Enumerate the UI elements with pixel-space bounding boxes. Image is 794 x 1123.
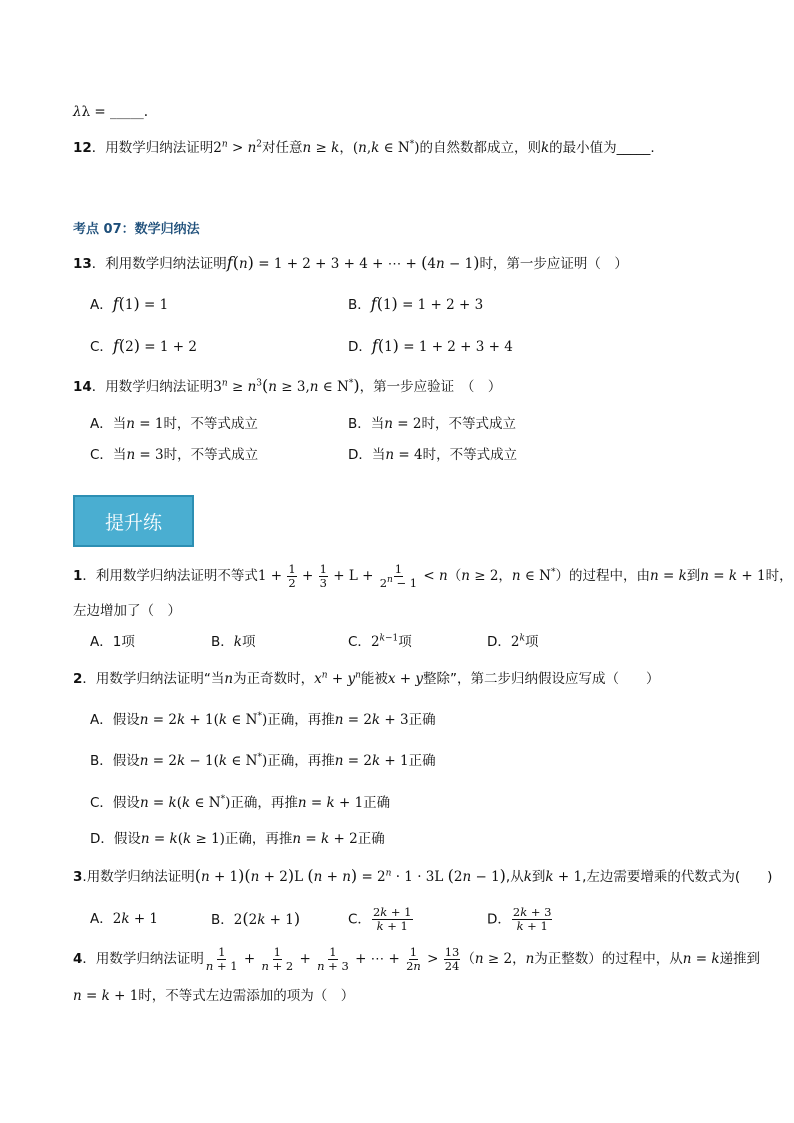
option-d: D．假设n = k(k ≥ 1)正确，再推n = k + 2正确: [90, 831, 385, 847]
section-title-box: [73, 495, 194, 547]
option-c: C．$2^{k-1}$项: [348, 633, 412, 650]
lambda-blank-text: λ = _____.: [81, 104, 149, 120]
problem-2: 2．用数学归纳法证明“当n为正奇数时，$x^n + y^n$能被x + y整除”，第二步归纳假设应写成（ ）: [73, 670, 660, 687]
math-inline: n ≥ k: [302, 140, 340, 156]
option-d: D． $\frac{2k + 3}{k + 1}$: [487, 905, 552, 933]
option-c: C．f(2) = 1 + 2: [90, 336, 197, 355]
option-a: A．2k + 1: [90, 911, 159, 927]
option-b: B．假设n = 2k − 1(k ∈ N*)正确，再推n = 2k + 1正确: [90, 752, 436, 769]
math-inline: 1 + $\frac{1}{2}$ + $\frac{1}{3}$ + L + $\frac{1}{2^n - 1}$ < n: [257, 562, 448, 590]
option-d: D．当n = 4时，不等式成立: [348, 447, 518, 463]
math-inline: (n + 1)(n + 2)L $(n + n) = 2^n \cdot 1 \cdot 3L$ (2n − 1): [194, 866, 506, 885]
problem-1: 1．利用数学归纳法证明不等式1 + $\frac{1}{2}$ + $\frac{1}{3}$ + L + $\frac{1}{2^n - 1}$ < n（n ≥ 2，n ∈ N*）的过程中，由n = k到n = k + 1时，: [73, 562, 793, 590]
question-number: 3: [73, 869, 83, 885]
option-d: D．f(1) = 1 + 2 + 3 + 4: [348, 336, 513, 355]
math-inline: $\frac{1}{n + 1}$ + $\frac{1}{n + 2}$ + $\frac{1}{n + 3}$ + ⋯ + $\frac{1}{2n}$ > $\frac{13}{24}$: [205, 945, 460, 973]
question-13: 13．利用数学归纳法证明f(n) = 1 + 2 + 3 + 4 + ⋯ + (4n − 1)时，第一步应证明（ ）: [73, 253, 628, 272]
option-a: A．假设n = 2k + 1(k ∈ N*)正确，再推n = 2k + 3正确: [90, 711, 436, 728]
lambda-blank-line: λλ = _____.: [73, 104, 149, 120]
question-number: 4: [73, 951, 83, 967]
math-inline: (n,k ∈ N*): [352, 139, 420, 156]
option-b: B．当n = 2时，不等式成立: [348, 416, 516, 432]
option-c: C． $\frac{2k + 1}{k + 1}$: [348, 905, 412, 933]
question-number: 12: [73, 140, 92, 156]
problem-4: 4．用数学归纳法证明 $\frac{1}{n + 1}$ + $\frac{1}{n + 2}$ + $\frac{1}{n + 3}$ + ⋯ + $\frac{1}{2n}$ > $\frac{13}{24}$ （n ≥ 2，n为正整数）的过程中，从n = k递推到: [73, 945, 761, 973]
option-c: C．假设n = k(k ∈ N*)正确，再推n = k + 1正确: [90, 794, 391, 811]
problem-3: 3.用数学归纳法证明(n + 1)(n + 2)L $(n + n) = 2^n \cdot 1 \cdot 3L$ (2n − 1),从k到k + 1,左边需要增乘的代数式为( ): [73, 866, 773, 885]
problem-4-line2: n = k + 1时，不等式左边需添加的项为（ ）: [73, 988, 355, 1004]
question-14: 14．用数学归纳法证明$3^n \ge n^3(n \ge 3,n$ ∈ N*)，第一步应验证 （ ）: [73, 376, 502, 395]
option-c: C．当n = 3时，不等式成立: [90, 447, 259, 463]
topic-heading: 考点 07：数学归纳法: [73, 222, 200, 237]
option-b: B．f(1) = 1 + 2 + 3: [348, 294, 484, 313]
question-number: 13: [73, 256, 92, 272]
option-a: A．当n = 1时，不等式成立: [90, 416, 258, 432]
option-b: B．k项: [211, 634, 256, 650]
problem-1-line2: 左边增加了（ ）: [73, 603, 181, 619]
option-b: B．2(2k + 1): [211, 909, 301, 928]
math-inline: $3^n \ge n^3(n \ge 3,n$ ∈ N*): [213, 376, 360, 395]
question-number: 1: [73, 568, 83, 584]
question-number: 14: [73, 379, 92, 395]
question-number: 2: [73, 671, 83, 687]
option-d: D．2$^k$项: [487, 633, 539, 650]
section-title: 提升练: [104, 511, 162, 534]
math-inline: f(n) = 1 + 2 + 3 + 4 + ⋯ + (4n − 1): [226, 253, 480, 272]
option-a: A．1项: [90, 634, 135, 650]
question-12: 12．用数学归纳法证明$2^n > n^2$对任意n ≥ k，(n,k ∈ N*)的自然数都成立，则k的最小值为_____.: [73, 139, 655, 156]
option-a: A．f(1) = 1: [90, 294, 169, 313]
math-inline: $2^n > n^2$: [213, 139, 263, 156]
